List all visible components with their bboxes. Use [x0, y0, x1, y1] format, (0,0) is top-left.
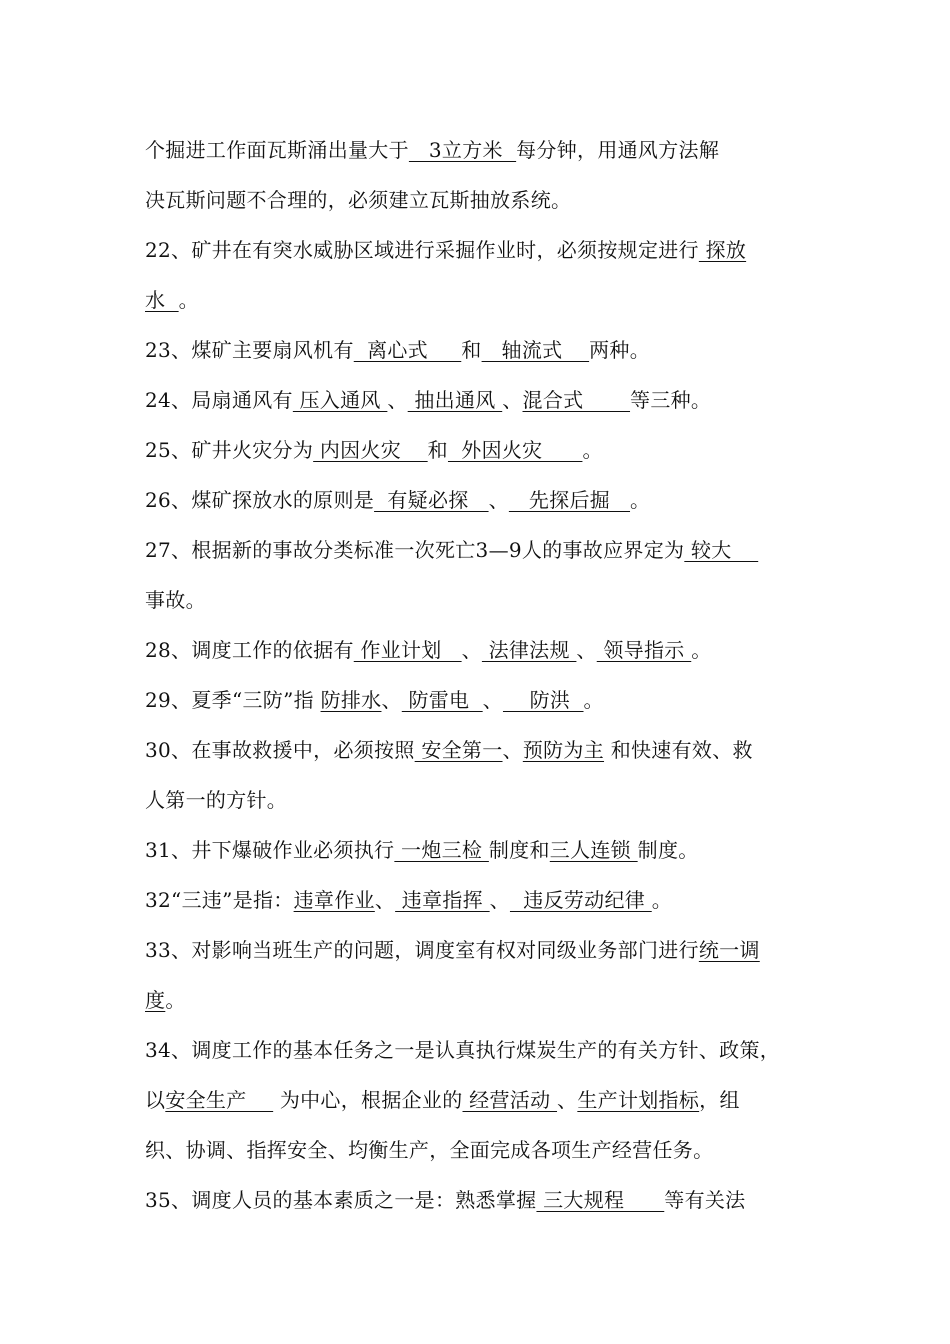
answer-blank: 违章指挥	[395, 888, 490, 912]
text-line	[145, 887, 830, 913]
text-segment: 。	[165, 988, 186, 1012]
answer-blank: 3立方米	[408, 138, 517, 162]
text-line	[145, 287, 830, 313]
answer-blank: 领导指示	[596, 638, 692, 662]
text-segment: 和快速有效、救	[604, 738, 753, 762]
text-segment: 决瓦斯问题不合理的，必须建立瓦斯抽放系统。	[145, 188, 572, 212]
text-segment: 。	[630, 488, 651, 512]
text-line	[145, 787, 830, 813]
text-segment: 、	[461, 638, 482, 662]
text-segment: 、	[502, 388, 523, 412]
answer-blank: 外因火灾	[447, 438, 583, 462]
text-segment: 、	[482, 688, 503, 712]
text-segment: 织、协调、指挥安全、均衡生产，全面完成各项生产经营任务。	[145, 1138, 714, 1162]
text-segment: 等三种。	[630, 388, 712, 412]
text-segment: 25、矿井火灾分为	[145, 438, 314, 462]
answer-blank: 经营活动	[462, 1088, 558, 1112]
text-line	[145, 237, 830, 263]
answer-blank: 抽出通风	[407, 388, 503, 412]
text-line	[145, 1187, 830, 1213]
answer-blank: 预防为主	[522, 738, 605, 762]
text-segment: 为中心，根据企业的	[273, 1088, 463, 1112]
text-segment: 23、煤矿主要扇风机有	[145, 338, 354, 362]
text-line	[145, 487, 830, 513]
answer-blank: 安全第一	[414, 738, 503, 762]
text-segment: 。	[691, 638, 712, 662]
answer-blank: 探放	[698, 238, 747, 262]
text-segment: 事故。	[145, 588, 206, 612]
answer-blank: 轴流式	[481, 338, 590, 362]
text-line	[145, 337, 830, 363]
text-segment: 、	[374, 888, 396, 912]
answer-blank: 防雷电	[401, 688, 483, 712]
answer-blank: 有疑必探	[374, 488, 489, 512]
answer-blank: 压入通风	[292, 388, 388, 412]
text-segment: 两种。	[589, 338, 650, 362]
text-segment: ，组	[699, 1088, 740, 1112]
text-line	[145, 137, 830, 163]
text-segment: 26、煤矿探放水的原则是	[145, 488, 375, 512]
text-segment: 31、井下爆破作业必须执行	[145, 838, 395, 862]
answer-blank: 生产计划指标	[577, 1088, 700, 1112]
answer-blank: 一炮三检	[394, 838, 489, 862]
answer-blank: 混合式	[522, 388, 631, 412]
text-segment: 以	[145, 1088, 166, 1112]
text-segment: 、	[502, 738, 523, 762]
answer-blank: 作业计划	[353, 638, 462, 662]
text-line	[145, 537, 830, 563]
text-segment: 和	[427, 438, 448, 462]
text-line	[145, 387, 830, 413]
text-segment: 24、局扇通风有	[145, 388, 293, 412]
text-segment: 每分钟，用通风方法解	[516, 138, 720, 162]
answer-blank: 三大规程	[536, 1188, 665, 1212]
text-segment: 等有关法	[664, 1188, 746, 1212]
text-segment: 30、在事故救援中，必须按照	[145, 738, 415, 762]
text-line	[145, 1087, 830, 1113]
answer-blank: 法律法规	[481, 638, 577, 662]
text-line	[145, 837, 830, 863]
text-segment: 个掘进工作面瓦斯涌出量大于	[145, 138, 409, 162]
text-segment: 、	[488, 488, 509, 512]
text-segment: 。	[583, 688, 604, 712]
text-segment: 32“三违”是指：	[145, 888, 294, 912]
answer-blank: 违反劳动纪律	[509, 888, 652, 912]
text-segment: 。	[651, 888, 673, 912]
text-segment: 35、调度人员的基本素质之一是：熟悉掌握	[145, 1188, 537, 1212]
answer-blank: 先探后掘	[508, 488, 631, 512]
text-segment: 、	[557, 1088, 578, 1112]
text-line	[145, 637, 830, 663]
answer-blank: 三人连锁	[549, 838, 638, 862]
text-segment: 29、夏季“三防”指	[145, 688, 321, 712]
text-segment: 、	[381, 688, 402, 712]
text-segment: 人第一的方针。	[145, 788, 288, 812]
answer-blank: 防排水	[320, 688, 382, 712]
text-segment: 、	[387, 388, 408, 412]
text-line	[145, 937, 830, 963]
text-segment: 、	[489, 888, 510, 912]
text-line	[145, 1137, 830, 1163]
answer-blank: 防洪	[502, 688, 584, 712]
text-segment: 和	[461, 338, 482, 362]
text-segment: 、	[576, 638, 597, 662]
text-segment: 制度和	[488, 838, 550, 862]
text-segment: 。	[582, 438, 603, 462]
answer-blank: 统一调	[698, 938, 760, 962]
text-line	[145, 1037, 830, 1063]
answer-blank: 违章作业	[293, 888, 375, 912]
text-line	[145, 187, 830, 213]
text-line	[145, 687, 830, 713]
text-line	[145, 737, 830, 763]
answer-blank: 内因火灾	[313, 438, 428, 462]
answer-blank: 较大	[684, 538, 759, 562]
text-segment: 28、调度工作的依据有	[145, 638, 354, 662]
text-segment: 制度。	[637, 838, 699, 862]
text-line	[145, 437, 830, 463]
text-segment: 。	[178, 288, 199, 312]
answer-blank: 水	[145, 288, 179, 312]
text-segment: 33、对影响当班生产的问题，调度室有权对同级业务部门进行	[145, 938, 699, 962]
answer-blank: 离心式	[353, 338, 462, 362]
text-line	[145, 987, 830, 1013]
text-segment: 27、根据新的事故分类标准一次死亡3—9人的事故应界定为	[145, 538, 685, 562]
text-segment: 22、矿井在有突水威胁区域进行采掘作业时，必须按规定进行	[145, 238, 699, 262]
answer-blank: 度	[145, 988, 166, 1012]
answer-blank: 安全生产	[165, 1088, 274, 1112]
text-segment: 34、调度工作的基本任务之一是认真执行煤炭生产的有关方针、政策，	[145, 1038, 781, 1062]
text-line	[145, 587, 830, 613]
